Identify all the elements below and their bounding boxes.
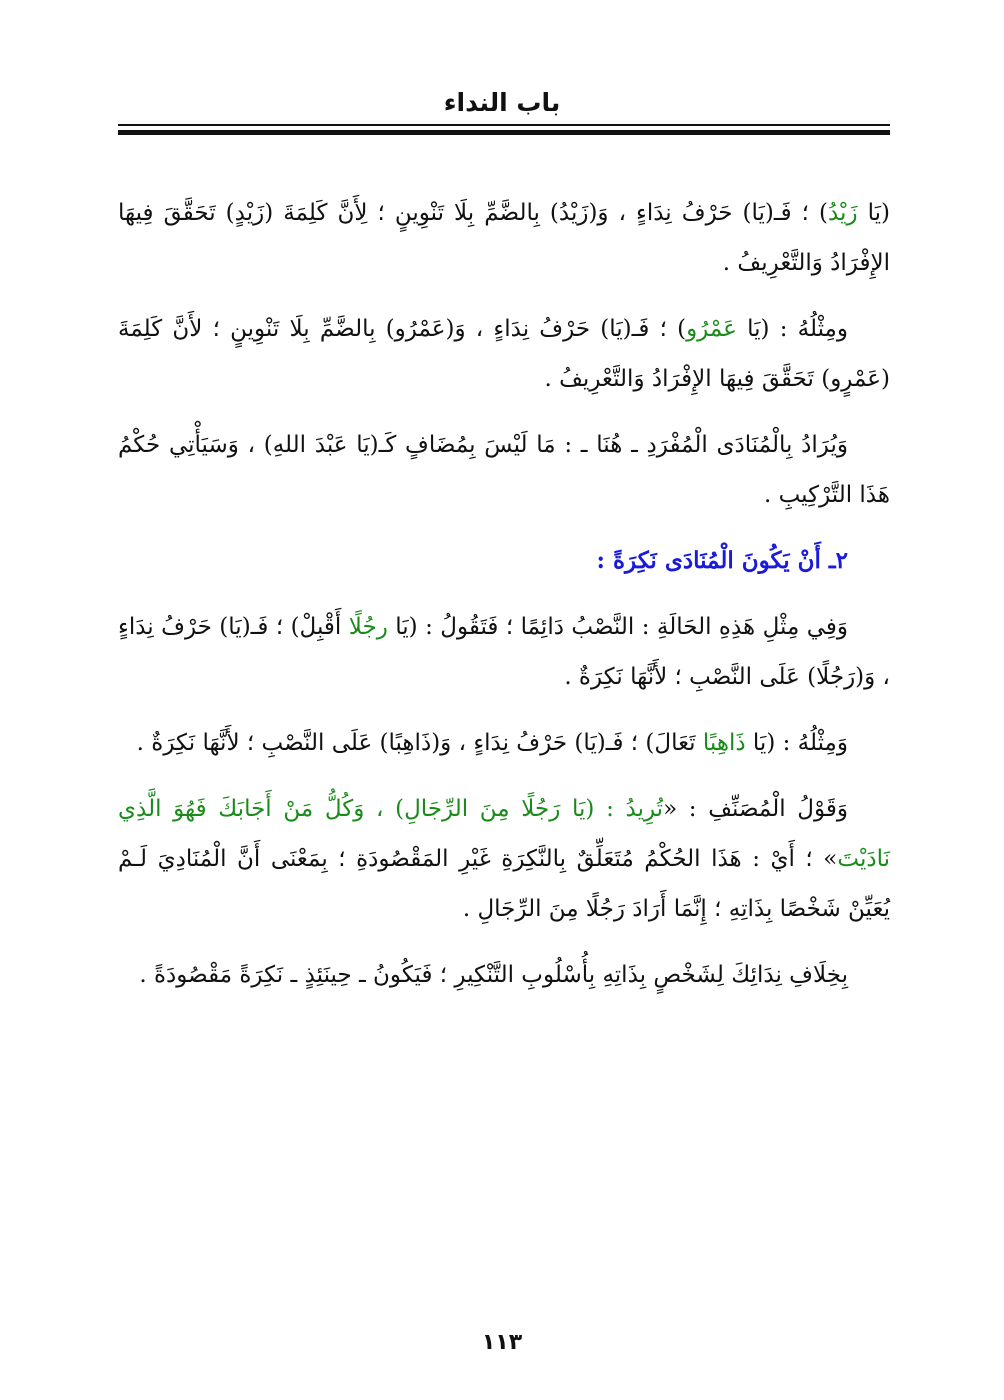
text-run: » ؛ أَيْ : هَذَا الحُكْمُ مُتَعَلِّقٌ بِالنَّكِرَةِ غَيْرِ المَقْصُودَةِ ؛ بِمَعْنَى أَنَّ الْمُنَادِيَ لَـمْ يُعَيِّنْ شَخْصًا بِذَاتِهِ ؛ إِنَّمَا أَرَادَ رَجُلًا مِنَ الرِّجَالِ . (118, 846, 890, 922)
body-text (118, 188, 890, 1016)
highlighted-text: عَمْرُو (686, 316, 737, 342)
highlighted-text: تُرِيدُ : (يَا رَجُلًا مِنَ الرِّجَالِ) ، وَكُلُّ مَنْ أَجَابَكَ فَهُوَ الَّذِي نَادَيْتَ (118, 796, 890, 872)
text-run: وَفِي مِثْلِ هَذِهِ الحَالَةِ : النَّصْبُ دَائِمًا ؛ فَتَقُولُ : (يَا (387, 614, 848, 640)
text-run: (يَا (857, 200, 890, 226)
highlighted-text: زَيْدُ (827, 200, 858, 226)
highlighted-text: رجُلًا (348, 614, 388, 640)
text-run: تَعَالَ) ؛ فَـ(يَا) حَرْفُ نِدَاءٍ ، وَ(ذَاهِبًا) عَلَى النَّصْبِ ؛ لأَنَّهَا نَكِرَةٌ . (136, 730, 703, 756)
paragraph (118, 304, 890, 404)
highlighted-text: ذَاهِبًا (702, 730, 746, 756)
section-heading (118, 536, 890, 586)
header-divider-thick (118, 130, 890, 135)
text-run: وَقَوْلُ الْمُصَنِّفِ : « (663, 796, 848, 822)
paragraph (118, 950, 890, 1000)
highlighted-text: ٢ـ أَنْ يَكُونَ الْمُنَادَى نَكِرَةً : (596, 547, 848, 574)
text-run: أَقْبِلْ) ؛ فَـ(يَا) حَرْفُ نِدَاءٍ ، وَ(رَجُلًا) عَلَى النَّصْبِ ؛ لأَنَّهَا نَكِرَةٌ . (118, 614, 890, 690)
paragraph (118, 784, 890, 934)
header-divider-thin (118, 124, 890, 126)
paragraph (118, 602, 890, 702)
paragraph (118, 420, 890, 520)
text-run: بِخِلَافِ نِدَائِكَ لِشَخْصٍ بِذَاتِهِ بِأُسْلُوبِ التَّنْكِيرِ ؛ فَيَكُونُ ـ حِينَئِذٍ ـ نَكِرَةً مَقْصُودَةً . (139, 962, 848, 988)
paragraph (118, 718, 890, 768)
chapter-title: باب النداء (443, 88, 561, 117)
text-run: وَمِثْلُهُ : (يَا (745, 730, 848, 756)
paragraph (118, 188, 890, 288)
text-run: ومِثْلُهُ : (يَا (736, 316, 848, 342)
text-run: ) ؛ فَـ(يَا) حَرْفُ نِدَاءٍ ، وَ(زَيْدُ) بِالضَّمِّ بِلَا تَنْوِينٍ ؛ لِأَنَّ كَلِمَةَ (زَيْدٍ) تَحَقَّقَ فِيهَا الإِفْرَادُ وَالتَّعْرِيفُ . (118, 200, 890, 276)
text-run: ) ؛ فَـ(يَا) حَرْفُ نِدَاءٍ ، وَ(عَمْرُو) بِالضَّمِّ بِلَا تَنْوِينٍ ؛ لأَنَّ كَلِمَةَ (عَمْرٍو) تَحَقَّقَ فِيهَا الإِفْرَادُ وَالتَّعْرِيفُ . (118, 316, 890, 392)
text-run: وَيُرَادُ بِالْمُنَادَى الْمُفْرَدِ ـ هُنَا ـ : مَا لَيْسَ بِمُضَافٍ كَـ(يَا عَبْدَ اللهِ) ، وَسَيَأْتِي حُكْمُ هَذَا التَّرْكِيبِ . (118, 432, 890, 508)
page-number: ١١٣ (481, 1330, 523, 1355)
